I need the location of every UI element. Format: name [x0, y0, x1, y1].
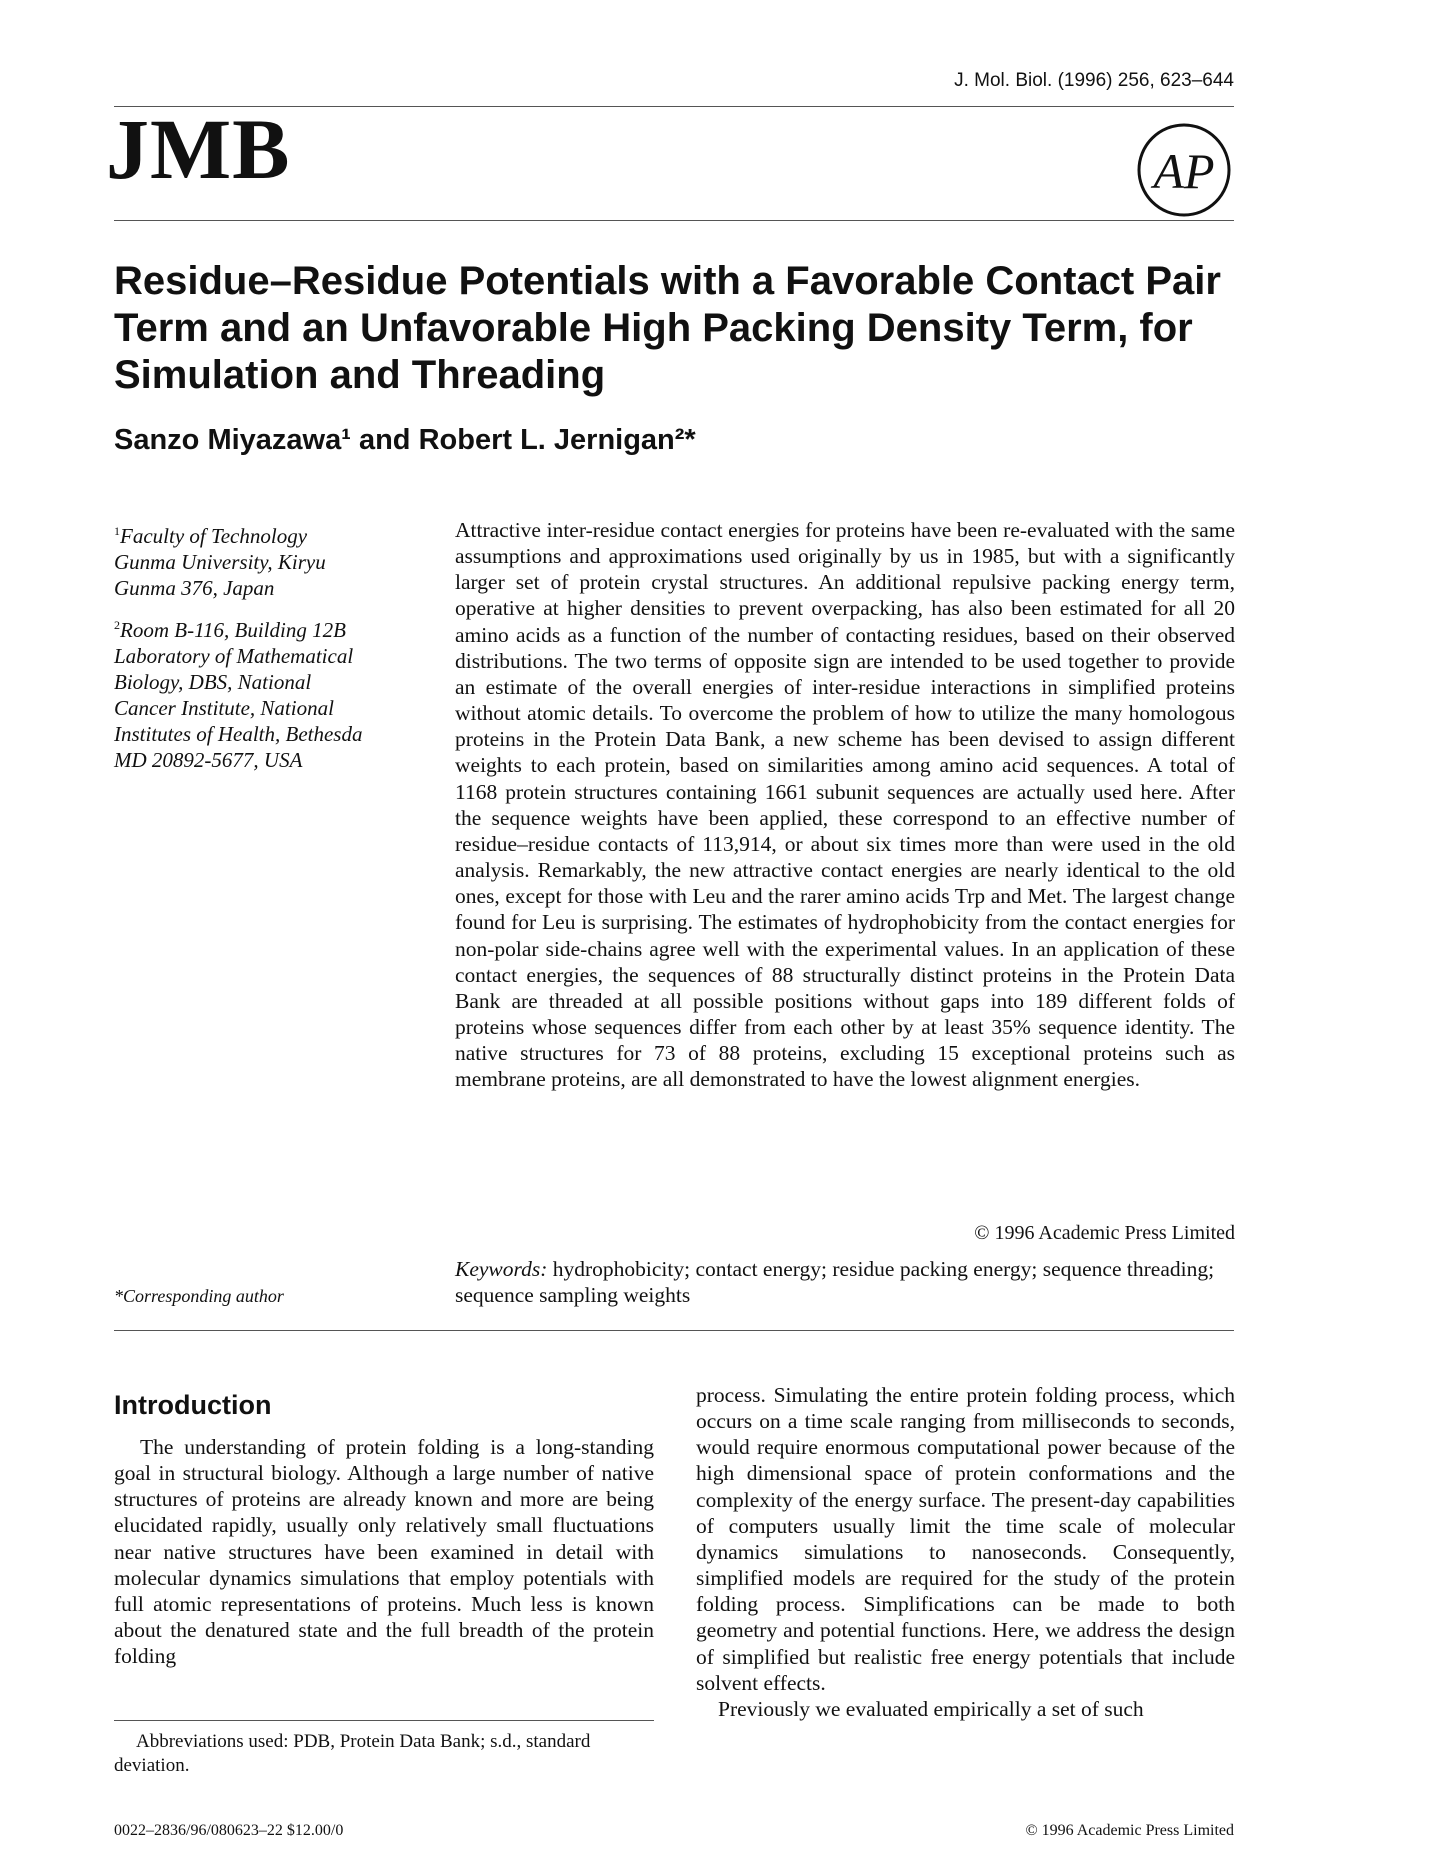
title-rule: [114, 220, 1234, 221]
publisher-logo: [1136, 122, 1232, 218]
keywords-list: hydrophobicity; contact energy; residue packing energy; sequence threading; sequence sampling weights: [455, 1257, 1215, 1307]
author-list: Sanzo Miyazawa¹ and Robert L. Jernigan²*: [114, 424, 696, 456]
article-title: Residue–Residue Potentials with a Favorable Contact Pair Term and an Unfavorable High Packing Density Term, for Simulation and Threading: [114, 259, 1221, 397]
abstract-copyright: © 1996 Academic Press Limited: [974, 1222, 1235, 1244]
affiliation-text: Room B-116, Building 12B Laboratory of Mathematical Biology, DBS, National Cancer Institute, National Institutes of Health, Bethesda MD 20892-5677, USA: [114, 618, 363, 772]
journal-citation: J. Mol. Biol. (1996) 256, 623–644: [954, 70, 1234, 91]
affiliation-marker: 1: [114, 524, 120, 538]
affiliation-2: [114, 612, 362, 773]
abbreviations-footnote: Abbreviations used: PDB, Protein Data Bank; s.d., standard deviation.: [114, 1731, 591, 1776]
keywords: [455, 1256, 1235, 1308]
keywords-label: Keywords:: [455, 1257, 548, 1281]
journal-logo: JMB: [106, 101, 291, 197]
intro-left-column: The understanding of protein folding is a long-standing goal in structural biology. Although a large number of native structures of proteins are already known and more are being elucidated rapidly, usually only relatively small fluctuations near native structures have been examined in detail with molecular dynamics simulations that employ potentials with full atomic representations of proteins. Much less is known about the denatured state and the full breadth of the protein folding: [114, 1435, 654, 1669]
intro-right-paragraph: process. Simulating the entire protein folding process, which occurs on a time scale ranging from milliseconds to seconds, would require enormous computational power because of the high dimensional space of protein conformations and the complexity of the energy surface. The present-day capabilities of computers usually limit the time scale of molecular dynamics simulations to nanoseconds. Consequently, simplified models are required for the study of the protein folding process. Simplifications can be made to both geometry and potential functions. Here, we address the design of simplified but realistic free energy potentials that include solvent effects.: [696, 1383, 1235, 1695]
corresponding-author-note: *Corresponding author: [114, 1286, 284, 1306]
publisher-logo-text: AP: [1153, 143, 1215, 199]
article-code: 0022–2836/96/080623–22 $12.00/0: [114, 1822, 344, 1839]
intro-right-column: [696, 1382, 1235, 1722]
affiliation-marker: 2: [114, 618, 120, 632]
abstract-text: Attractive inter-residue contact energies for proteins have been re-evaluated with the same assumptions and approximations used originally by us in 1985, but with a significantly larger set of protein crystal structures. An additional repulsive packing energy term, operative at higher densities to prevent overpacking, has also been estimated for all 20 amino acids as a function of the number of contacting residues, based on their observed distributions. The two terms of opposite sign are intended to be used together to provide an estimate of the overall energies of inter-residue interactions in simplified proteins without atomic details. To overcome the problem of how to utilize the many homologous proteins in the Protein Data Bank, a new scheme has been devised to assign different weights to each protein, based on similarities among amino acid sequences. A total of 1168 protein structures containing 1661 subunit sequences are actually used here. After the sequence weights have been applied, these correspond to an effective number of residue–residue contacts of 113,914, or about six times more than were used in the old analysis. Remarkably, the new attractive contact energies are nearly identical to the old ones, except for those with Leu and the rarer amino acids Trp and Met. The largest change found for Leu is surprising. The estimates of hydrophobicity from the contact energies for non-polar side-chains agree well with the experimental values. In an application of these contact energies, the sequences of 88 structurally distinct proteins in the Protein Data Bank are threaded at all possible positions without gaps into 189 different folds of proteins whose sequences differ from each other by at least 35% sequence identity. The native structures for 73 of 88 proteins, excluding 15 exceptional proteins such as membrane proteins, are all demonstrated to have the lowest alignment energies.: [455, 518, 1235, 1092]
section-heading-introduction: Introduction: [114, 1390, 272, 1420]
affiliation-1: [114, 518, 326, 601]
intro-right-paragraph-continued: Previously we evaluated empirically a set of such: [718, 1696, 1144, 1721]
affiliation-text: Faculty of Technology Gunma University, Kiryu Gunma 376, Japan: [114, 524, 326, 600]
footnote-rule: [114, 1720, 654, 1721]
abstract-rule: [114, 1330, 1234, 1331]
footer-copyright: © 1996 Academic Press Limited: [1025, 1822, 1234, 1839]
